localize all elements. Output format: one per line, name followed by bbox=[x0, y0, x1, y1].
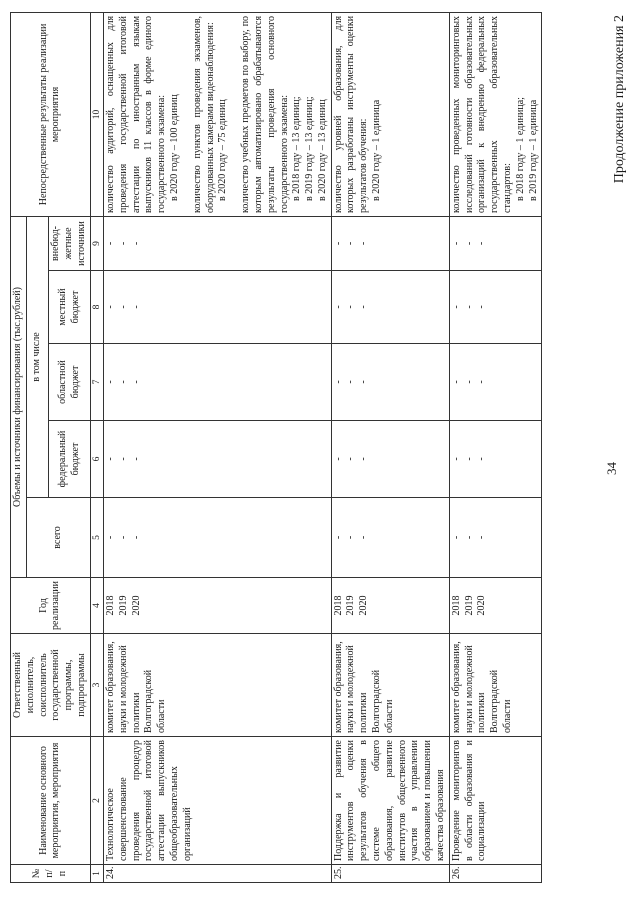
header-row-1 bbox=[11, 12, 27, 882]
table-row bbox=[449, 12, 542, 882]
local-cell: - - - bbox=[449, 271, 542, 344]
federal-cell: - - - bbox=[449, 421, 542, 498]
year: 2019 bbox=[117, 595, 129, 616]
years-cell bbox=[449, 578, 542, 634]
year: 2020 bbox=[130, 595, 142, 616]
page-number: 34 bbox=[604, 462, 619, 475]
column-number: 6 bbox=[90, 421, 103, 498]
column-number: 10 bbox=[90, 12, 103, 216]
event-name: Технологическое совершенствование проведения процедур государственной итоговой аттестации выпускников общеобразовательных организаций bbox=[103, 737, 331, 865]
row-number: 25. bbox=[331, 865, 449, 883]
year: 2018 bbox=[332, 595, 344, 616]
event-name: Поддержка и развитие инструментов оценки результатов обучения в системе общего образования, развитие институтов общественного участия в управлении образованием и повышении качества образования bbox=[331, 737, 449, 865]
table-row bbox=[103, 12, 331, 882]
total-cell: - - - bbox=[331, 498, 449, 578]
years-cell bbox=[331, 578, 449, 634]
federal-cell: - - - bbox=[103, 421, 331, 498]
header-results: Непосредственные результаты реализации мероприятия bbox=[11, 12, 91, 216]
result-text: в 2020 году – 1 единица bbox=[371, 99, 383, 201]
result-text: количество проведенных мониторинговых исследований готовности образовательных организаций к внедрению федеральных государственных образовательных стандартов: bbox=[450, 15, 514, 213]
year: 2020 bbox=[358, 595, 370, 616]
column-number: 9 bbox=[90, 216, 103, 270]
header-finance: Объемы и источники финансирования (тыс.рублей) bbox=[11, 216, 27, 577]
column-number: 1 bbox=[90, 865, 103, 883]
result-text: в 2020 году – 13 единиц bbox=[316, 99, 328, 201]
local-cell: - - - bbox=[331, 271, 449, 344]
result-text: количество учебных предметов по выбору, по которым автоматизировано обрабатываются результаты проведения основного государственного экзамена: bbox=[240, 15, 290, 213]
result-text: в 2019 году – 13 единиц; bbox=[304, 96, 316, 201]
header-no: № п/п bbox=[11, 865, 91, 883]
federal-cell: - - - bbox=[331, 421, 449, 498]
responsible-executor: комитет образования, науки и молодежной политики Волгоградской области bbox=[331, 634, 449, 737]
header-total: всего bbox=[26, 498, 90, 578]
row-number: 24. bbox=[103, 865, 331, 883]
regional-cell: - - - bbox=[331, 344, 449, 421]
result-text: в 2020 году – 75 единиц bbox=[217, 99, 229, 201]
result-text: в 2019 году – 1 единица bbox=[527, 99, 539, 201]
column-number: 5 bbox=[90, 498, 103, 578]
column-number: 7 bbox=[90, 344, 103, 421]
column-number: 8 bbox=[90, 271, 103, 344]
responsible-executor: комитет образования, науки и молодежной политики Волгоградской области bbox=[449, 634, 542, 737]
column-number: 4 bbox=[90, 578, 103, 634]
header-local: местный бюджет bbox=[49, 271, 90, 344]
year: 2018 bbox=[450, 595, 462, 616]
column-number: 2 bbox=[90, 737, 103, 865]
header-responsible: Ответственный исполнитель, соисполнитель государственной программы, подпрограммы bbox=[11, 634, 91, 737]
result-text: количество аудиторий, оснащенных для проведения государственной итоговой аттестации по иностранным языкам выпускников 11 классов в форме единого государственного экзамена: bbox=[104, 15, 168, 213]
year: 2018 bbox=[104, 595, 116, 616]
result-text: в 2020 году – 100 единиц bbox=[168, 94, 180, 201]
year: 2019 bbox=[345, 595, 357, 616]
years-cell bbox=[103, 578, 331, 634]
responsible-executor: комитет образования, науки и молодежной политики Волгоградской области bbox=[103, 634, 331, 737]
result-text: количество уровней образования, для которых разработаны инструменты оценки результатов обучения: bbox=[332, 15, 370, 213]
header-event: Наименование основного мероприятия, мероприятия bbox=[11, 737, 91, 865]
header-year: Год реализации bbox=[11, 578, 91, 634]
offbudget-cell: - - - bbox=[449, 216, 542, 270]
result-text: в 2018 году – 1 единица; bbox=[514, 97, 526, 201]
regional-cell: - - - bbox=[103, 344, 331, 421]
column-number: 3 bbox=[90, 634, 103, 737]
year: 2019 bbox=[463, 595, 475, 616]
program-table bbox=[10, 12, 542, 883]
table-row bbox=[331, 12, 449, 882]
results-cell bbox=[103, 12, 331, 216]
offbudget-cell: - - - bbox=[103, 216, 331, 270]
total-cell: - - - bbox=[449, 498, 542, 578]
column-number-row bbox=[90, 12, 103, 882]
total-cell: - - - bbox=[103, 498, 331, 578]
row-number: 26. bbox=[449, 865, 542, 883]
event-name: Проведение мониторингов в области образования и социализации bbox=[449, 737, 542, 865]
year: 2020 bbox=[476, 595, 488, 616]
local-cell: - - - bbox=[103, 271, 331, 344]
header-offbudget: внебюд-жетные источники bbox=[49, 216, 90, 270]
result-text: в 2018 году – 13 единиц; bbox=[291, 96, 303, 201]
header-regional: областной бюджет bbox=[49, 344, 90, 421]
regional-cell: - - - bbox=[449, 344, 542, 421]
results-cell bbox=[331, 12, 449, 216]
result-text: количество пунктов проведения экзаменов, оборудованных камерами видеонаблюдения: bbox=[191, 15, 216, 213]
header-federal: федеральный бюджет bbox=[49, 421, 90, 498]
results-cell bbox=[449, 12, 542, 216]
header-including: в том числе bbox=[26, 216, 49, 497]
appendix-title: Продолжение приложения 2 bbox=[612, 15, 627, 184]
offbudget-cell: - - - bbox=[331, 216, 449, 270]
